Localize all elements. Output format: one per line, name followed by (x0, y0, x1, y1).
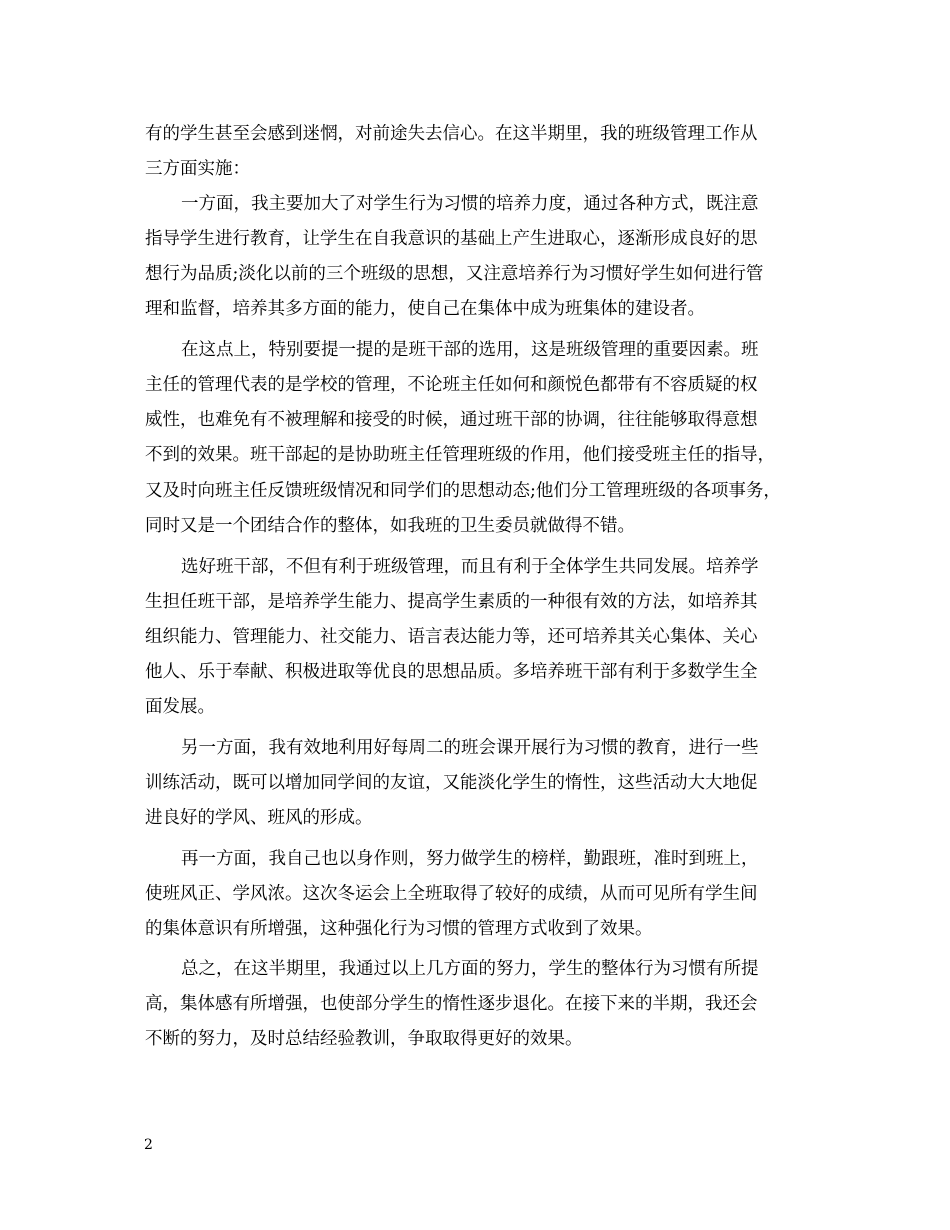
paragraph-first-line: 选好班干部，不但有利于班级管理，而且有利于全体学生共同发展。培养学 (181, 557, 759, 577)
text-line: 使班风正、学风浓。这次冬运会上全班取得了较好的成绩，从而可见所有学生间 (145, 884, 758, 904)
paragraph-first-line: 总之，在这半期里，我通过以上几方面的努力，学生的整体行为习惯有所提 (181, 959, 759, 979)
text-line: 组织能力、管理能力、社交能力、语言表达能力等，还可培养其关心集体、关心 (145, 627, 758, 647)
text-line: 指导学生进行教育，让学生在自我意识的基础上产生进取心，逐渐形成良好的思 (145, 229, 758, 249)
text-line: 他人、乐于奉献、积极进取等优良的思想品质。多培养班干部有利于多数学生全 (145, 662, 758, 682)
text-line: 不到的效果。班干部起的是协助班主任管理班级的作用，他们接受班主任的指导， (145, 445, 775, 465)
page-number: 2 (144, 1137, 153, 1153)
paragraph-first-line: 另一方面，我有效地利用好每周二的班会课开展行为习惯的教育，进行一些 (181, 738, 759, 758)
text-line: 生担任班干部，是培养学生能力、提高学生素质的一种很有效的方法，如培养其 (145, 592, 758, 612)
text-line: 想行为品质;淡化以前的三个班级的思想，又注意培养行为习惯好学生如何进行管 (145, 264, 764, 284)
text-line: 进良好的学风、班风的形成。 (145, 808, 373, 828)
text-line: 不断的努力，及时总结经验教训，争取取得更好的效果。 (145, 1029, 583, 1049)
text-line: 同时又是一个团结合作的整体，如我班的卫生委员就做得不错。 (145, 516, 635, 536)
paragraph-first-line: 再一方面，我自己也以身作则，努力做学生的榜样，勤跟班，准时到班上， (181, 849, 759, 869)
paragraph-first-line: 在这点上，特别要提一提的是班干部的选用，这是班级管理的重要因素。班 (181, 340, 759, 360)
text-line: 的集体意识有所增强，这种强化行为习惯的管理方式收到了效果。 (145, 919, 653, 939)
text-line: 高，集体感有所增强，也使部分学生的惰性逐步退化。在接下来的半期，我还会 (145, 994, 758, 1014)
text-line: 训练活动，既可以增加同学间的友谊，又能淡化学生的惰性，这些活动大大地促 (145, 773, 758, 793)
text-line: 面发展。 (145, 697, 215, 717)
text-line: 三方面实施： (145, 159, 250, 179)
text-line: 有的学生甚至会感到迷惘，对前途失去信心。在这半期里，我的班级管理工作从 (145, 124, 758, 144)
text-line: 理和监督，培养其多方面的能力，使自己在集体中成为班集体的建设者。 (145, 299, 705, 319)
text-line: 威性，也难免有不被理解和接受的时候，通过班干部的协调，往往能够取得意想 (145, 410, 758, 430)
text-line: 又及时向班主任反馈班级情况和同学们的思想动态;他们分工管理班级的各项事务， (145, 481, 781, 501)
paragraph-first-line: 一方面，我主要加大了对学生行为习惯的培养力度，通过各种方式，既注意 (181, 194, 759, 214)
text-line: 主任的管理代表的是学校的管理，不论班主任如何和颜悦色都带有不容质疑的权 (145, 375, 758, 395)
